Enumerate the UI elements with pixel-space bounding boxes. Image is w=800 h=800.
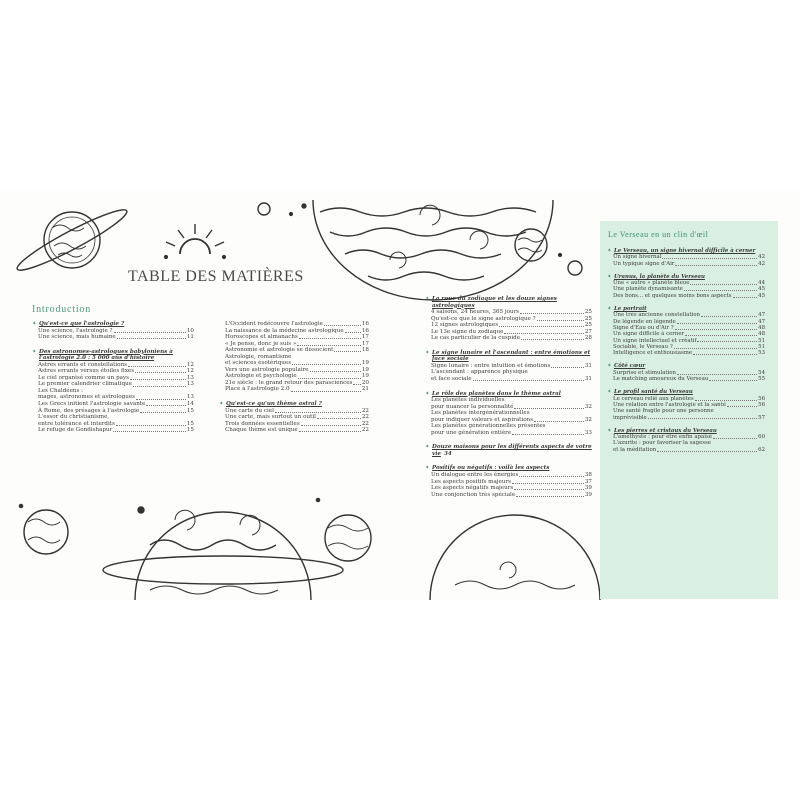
entry-title: Une carte du ciel xyxy=(225,407,274,414)
entry-title: Le cerveau relié aux planètes xyxy=(613,395,694,402)
entry-title: Astres errants versus étoiles fixes xyxy=(38,368,135,375)
entry-title: « Je pense, donc je suis » xyxy=(225,340,297,347)
dot-leader xyxy=(727,406,757,407)
entry-title: L'Occident redécouvre l'astrologie xyxy=(225,321,323,327)
toc-section-heading[interactable] xyxy=(607,363,765,369)
entry-title: Le cas particulier de la cuspide xyxy=(431,335,521,342)
entry-title: Les Grecs initient l'astrologie savante xyxy=(38,401,146,408)
dot-leader xyxy=(297,345,360,346)
dot-icon xyxy=(302,204,306,208)
entry-page: 28 xyxy=(584,335,592,342)
bullet-icon: ✦ xyxy=(607,427,612,434)
toc-column-4 xyxy=(607,248,765,453)
section-gap xyxy=(219,393,369,401)
entry-title: Signe lunaire : entre intuition et émotions xyxy=(431,362,551,369)
entry-title: Trois données essentielles xyxy=(225,420,300,427)
dot-leader xyxy=(677,374,757,375)
entry-page: 19 xyxy=(361,373,369,380)
entry-title: Le ciel organisé comme un pays xyxy=(38,374,130,381)
bullet-icon: ✦ xyxy=(607,273,612,280)
entry-page: 45 xyxy=(758,292,765,299)
entry-page: 39 xyxy=(584,491,592,498)
bullet-icon: ✦ xyxy=(425,390,430,397)
entry-page: 31 xyxy=(584,362,592,369)
entry-title: Sociable, le Verseau ? xyxy=(613,343,673,350)
intro-heading: Introduction xyxy=(32,304,92,315)
entry-title: Horoscopes et almanachs xyxy=(225,334,298,341)
entry-title: Les planètes générationnelles présentes xyxy=(431,423,546,430)
entry-page: 51 xyxy=(758,337,765,344)
dot-leader xyxy=(345,332,361,333)
dot-leader xyxy=(697,341,757,342)
dot-leader xyxy=(695,400,758,401)
entry-title: Une science, l'astrologie ? xyxy=(38,327,113,334)
toc-section-heading[interactable] xyxy=(425,350,592,363)
entry-title: Chaque thème est unique xyxy=(225,427,298,434)
entry-title: Une santé fragile pour une personne xyxy=(613,408,714,415)
section-title-text: Les pierres et cristaux du Verseau xyxy=(614,427,717,434)
section-title-text: Qu'est-ce qu'un thème astral ? xyxy=(226,401,322,408)
large-ringed-planet-icon xyxy=(103,498,343,600)
entry-title: imprévisible xyxy=(613,414,647,421)
ringed-planet-icon xyxy=(13,203,131,277)
entry-page: 22 xyxy=(361,420,369,427)
entry-title: Surprise et stimulation xyxy=(613,369,677,376)
entry-title: Un signe intellectuel et créatif xyxy=(613,337,697,344)
dot-leader xyxy=(298,378,361,379)
entry-title: Les aspects négatifs majeurs xyxy=(431,485,514,492)
dot-leader xyxy=(140,412,186,413)
verseau-box xyxy=(600,221,778,599)
dot-leader xyxy=(128,366,186,367)
side-planet-icon xyxy=(325,515,371,561)
toc-section-heading[interactable] xyxy=(425,444,592,457)
toc-column-1 xyxy=(32,321,194,434)
dot-leader xyxy=(662,258,757,259)
entry-title: Les aspects positifs majeurs xyxy=(431,478,511,485)
entry-page: 12 xyxy=(186,361,194,368)
toc-column-3 xyxy=(425,296,592,498)
dot-leader xyxy=(519,476,584,477)
page-title: TABLE DES MATIÈRES xyxy=(128,268,304,285)
entry-title: Vers une astrologie populaire xyxy=(225,366,309,373)
dot-leader xyxy=(675,265,757,266)
entry-title: L'essor du christianisme, xyxy=(38,414,110,421)
entry-page: 12 xyxy=(186,368,194,375)
toc-entry[interactable] xyxy=(219,427,369,434)
entry-page: 13 xyxy=(186,394,194,401)
section-title-text: La roue du zodiaque et les douze signes astrologiques xyxy=(432,296,557,309)
entry-title: Les Chaldéens : xyxy=(38,387,84,394)
toc-section-heading[interactable] xyxy=(607,428,765,434)
entry-title: Le 13e signe du zodiaque xyxy=(431,328,504,335)
toc-column-2 xyxy=(219,321,369,434)
dot-leader xyxy=(657,451,757,452)
bullet-icon: ✦ xyxy=(32,321,37,327)
entry-page: 60 xyxy=(758,434,765,441)
dot-leader xyxy=(114,332,186,333)
bullet-icon: ✦ xyxy=(425,444,430,451)
dot-leader xyxy=(301,425,361,426)
dot-leader xyxy=(512,434,584,435)
dot-leader xyxy=(299,431,361,432)
toc-section-heading[interactable] xyxy=(607,306,765,312)
entry-title: pour nuancer la personnalité xyxy=(431,403,514,410)
small-planet-icon xyxy=(515,229,547,261)
dot-leader xyxy=(146,405,186,406)
dot-leader xyxy=(117,338,186,339)
entry-page: 32 xyxy=(584,416,592,423)
large-planet-top-icon xyxy=(313,200,553,300)
entry-page: 22 xyxy=(361,414,369,421)
dot-leader xyxy=(534,421,584,422)
entry-page: 11 xyxy=(186,334,194,341)
entry-page: 17 xyxy=(361,334,369,341)
section-title-text: Douze maisons pour les différents aspects de votre vie xyxy=(432,444,592,457)
entry-page: 17 xyxy=(361,340,369,347)
section-title-text: Côté cœur xyxy=(614,363,646,370)
dot-leader xyxy=(516,496,584,497)
entry-title: Astres errants et constellations xyxy=(38,361,127,368)
entry-page: 48 xyxy=(758,331,765,338)
entry-title: Le matching amoureux du Verseau xyxy=(613,376,709,383)
toc-section-heading[interactable] xyxy=(425,391,592,398)
entry-page: 21 xyxy=(361,386,369,393)
bullet-icon: ✦ xyxy=(425,296,430,302)
toc-section-heading[interactable] xyxy=(32,349,194,362)
entry-title: Un signe difficile à cerner xyxy=(613,331,685,338)
section-title xyxy=(614,363,765,369)
section-title-text: Le portrait xyxy=(614,306,647,313)
entry-page: 16 xyxy=(361,321,369,327)
dot-leader xyxy=(684,290,757,291)
entry-page: 25 xyxy=(584,322,592,329)
entry-title: 21e siècle : le grand retour des parasciences xyxy=(225,379,353,386)
bullet-icon: ✦ xyxy=(425,349,430,356)
entry-title: Les planètes intergénérationnelles xyxy=(431,410,530,417)
entry-title: Une science, mais humaine xyxy=(38,334,116,341)
entry-title: Une très ancienne constellation xyxy=(613,312,700,319)
entry-page: 37 xyxy=(584,478,592,485)
toc-entry[interactable] xyxy=(607,447,765,453)
dot-leader xyxy=(713,438,757,439)
entry-title: Une planète dynamisante xyxy=(613,286,683,293)
dot-leader xyxy=(310,371,361,372)
entry-title: De légende en légende xyxy=(613,318,676,325)
entry-title: L'améthyste : pour être enfin apaisé xyxy=(613,434,712,441)
entry-page: 62 xyxy=(758,446,765,453)
toc-section-heading[interactable] xyxy=(607,389,765,395)
section-title-text: Uranus, la planète du Verseau xyxy=(614,273,705,280)
entry-title: L'azurite : pour favoriser la sagesse xyxy=(613,440,711,447)
entry-title: Astrologie et psychologie xyxy=(225,373,297,380)
bullet-icon: ✦ xyxy=(607,363,612,370)
entry-title: Intelligence et enthousiasme xyxy=(613,350,693,357)
entry-title: Place à l'astrologie 2.0 xyxy=(225,386,290,393)
dot-leader xyxy=(135,372,186,373)
entry-page: 47 xyxy=(758,318,765,325)
section-gap xyxy=(32,341,194,349)
section-gap xyxy=(425,383,592,391)
entry-page: 13 xyxy=(186,374,194,381)
toc-section-heading[interactable] xyxy=(32,321,194,328)
entry-page: 57 xyxy=(758,414,765,421)
section-title-text: Le profil santé du Verseau xyxy=(614,389,693,396)
section-title xyxy=(614,306,765,312)
entry-title: Un signe hivernal xyxy=(613,254,662,261)
entry-page: 32 xyxy=(584,403,592,410)
bullet-icon: ✦ xyxy=(425,465,430,472)
entry-page: 18 xyxy=(361,347,369,354)
dot-leader xyxy=(353,384,360,385)
section-title xyxy=(432,444,592,457)
entry-page: 56 xyxy=(758,395,765,402)
entry-title: mages, astronomes et astrologues xyxy=(38,394,136,401)
dot-leader xyxy=(690,284,757,285)
toc-section-heading[interactable] xyxy=(219,401,369,408)
section-title xyxy=(432,296,592,309)
section-gap xyxy=(607,299,765,306)
small-moon-icon xyxy=(258,203,270,215)
entry-page: 47 xyxy=(758,312,765,319)
dot-leader xyxy=(130,379,186,380)
dot-leader xyxy=(709,380,757,381)
section-title-text: Des astronomes-astrologues babyloniens à l'astrologie 2.0 : 5 000 ans d'histoire xyxy=(39,348,173,362)
entry-title: Un typique signe d'Air xyxy=(613,260,675,267)
entry-page: 38 xyxy=(584,472,592,479)
dot-leader xyxy=(674,348,757,349)
dot-leader xyxy=(693,354,757,355)
entry-page: 44 xyxy=(758,280,765,287)
entry-title: À Rome, des présages à l'astrologie xyxy=(38,407,140,414)
entry-page: 15 xyxy=(186,427,194,434)
section-gap xyxy=(607,267,765,274)
entry-page: 19 xyxy=(361,366,369,373)
section-title-text: Le Verseau, un signe hivernal difficile à cerner xyxy=(614,248,756,254)
entry-page: 15 xyxy=(186,420,194,427)
entry-page: 25 xyxy=(584,315,592,322)
section-title xyxy=(614,428,765,434)
dot-leader xyxy=(504,333,583,334)
entry-page: 39 xyxy=(584,485,592,492)
large-planet-bottom-icon xyxy=(430,515,600,600)
dot-leader xyxy=(116,425,186,426)
entry-title: Les planètes individuelles xyxy=(431,397,505,404)
entry-title: 12 signes astrologiques xyxy=(431,322,499,329)
entry-page: 51 xyxy=(758,343,765,350)
toc-section-heading[interactable] xyxy=(607,248,765,254)
entry-title: Qu'est-ce que le signe astrologique ? xyxy=(431,315,536,322)
section-title xyxy=(432,465,592,472)
section-title-text: Le signe lunaire et l'ascendant : entre émotions et face sociale xyxy=(432,349,591,363)
dot-leader xyxy=(521,339,584,340)
toc-section-heading[interactable] xyxy=(607,274,765,280)
entry-title: Astrologie, romantisme xyxy=(225,353,292,360)
dot-leader xyxy=(520,313,584,314)
dot-leader xyxy=(299,338,361,339)
entry-page: 14 xyxy=(186,401,194,408)
bottom-small-planet-icon xyxy=(19,504,68,554)
toc-section-heading[interactable] xyxy=(425,296,592,309)
toc-entry[interactable] xyxy=(425,492,592,499)
entry-title: et sciences ésotériques xyxy=(225,360,292,367)
bullet-icon: ✦ xyxy=(32,348,37,355)
entry-title: entre tolérance et interdits xyxy=(38,420,115,427)
entry-page: 25 xyxy=(584,309,592,316)
section-title xyxy=(614,389,765,395)
entry-page: 19 xyxy=(361,360,369,367)
dot-leader xyxy=(292,364,361,365)
entry-page: 13 xyxy=(186,381,194,388)
entry-page: 16 xyxy=(361,327,369,334)
entry-page: 53 xyxy=(758,350,765,357)
entry-page: 56 xyxy=(758,401,765,408)
entry-title: pour indiquer valeurs et aspirations xyxy=(431,416,534,423)
section-title xyxy=(39,349,194,362)
section-title-text: Positifs ou négatifs : voilà les aspects xyxy=(432,465,550,472)
dot-leader xyxy=(677,323,757,324)
entry-title: et face sociale xyxy=(431,376,472,383)
entry-page: 22 xyxy=(361,427,369,434)
entry-page: 42 xyxy=(758,260,765,267)
entry-title: Le premier calendrier climatique xyxy=(38,381,133,388)
dot-leader xyxy=(512,483,584,484)
entry-title: Une relation entre l'astrologie et la santé xyxy=(613,401,727,408)
entry-title: Des bons... et quelques moins bons aspects xyxy=(613,292,732,299)
section-gap xyxy=(607,421,765,428)
dot-leader xyxy=(685,335,757,336)
entry-page: 45 xyxy=(758,286,765,293)
entry-title: Une conjonction très spéciale xyxy=(431,491,516,498)
entry-title: Une carte, mais surtout un outil xyxy=(225,414,316,421)
bullet-icon: ✦ xyxy=(219,401,224,408)
dot-leader xyxy=(701,316,757,317)
entry-page: 20 xyxy=(361,379,369,386)
entry-title: pour une génération entière xyxy=(431,429,512,436)
section-title-text: Qu'est-ce que l'astrologie ? xyxy=(39,321,125,327)
entry-page: 31 xyxy=(584,376,592,383)
dot-leader xyxy=(514,408,583,409)
dot-leader xyxy=(675,329,757,330)
bullet-icon: ✦ xyxy=(607,389,612,396)
section-title xyxy=(39,321,194,328)
entry-title: La naissance de la médecine astrologique xyxy=(225,327,344,334)
entry-page: 22 xyxy=(361,407,369,414)
dot-leader xyxy=(275,412,361,413)
dot-leader xyxy=(324,325,361,326)
section-title xyxy=(432,391,592,398)
section-title xyxy=(432,350,592,363)
entry-title: Une « autre » planète bleue xyxy=(613,280,690,287)
section-title xyxy=(614,274,765,280)
dot-leader xyxy=(136,399,186,400)
bullet-icon: ✦ xyxy=(607,306,612,313)
dot-leader xyxy=(473,380,584,381)
dot-leader xyxy=(514,489,584,490)
entry-title: Signe d'Eau ou d'Air ? xyxy=(613,324,674,331)
bullet-icon: ✦ xyxy=(607,248,612,254)
entry-title: Le refuge de Gondishapur xyxy=(38,427,113,434)
dot-leader xyxy=(648,418,757,419)
dot-leader xyxy=(113,431,186,432)
section-title-text: Le rôle des planètes dans le thème astral xyxy=(432,390,561,397)
entry-title: Un dialogue entre les énergies xyxy=(431,472,519,479)
section-page: 34 xyxy=(443,450,452,457)
toc-section-heading[interactable] xyxy=(425,465,592,472)
section-gap xyxy=(425,342,592,350)
entry-title: et la méditation xyxy=(613,446,657,453)
entry-page: 55 xyxy=(758,376,765,383)
dot-leader xyxy=(537,320,584,321)
dot-leader xyxy=(334,351,361,352)
dot-leader xyxy=(733,297,758,298)
entry-page: 15 xyxy=(186,407,194,414)
entry-title: Astronomie et astrologie se dissocient xyxy=(225,347,334,354)
dot-leader xyxy=(317,418,361,419)
toc-entry[interactable] xyxy=(32,427,194,434)
entry-page: 54 xyxy=(758,369,765,376)
entry-page: 10 xyxy=(186,327,194,334)
section-title xyxy=(226,401,369,408)
section-title xyxy=(614,248,765,254)
tiny-planet-icon xyxy=(568,261,582,275)
box-heading: Le Verseau en un clin d'œil xyxy=(608,230,709,239)
entry-page: 48 xyxy=(758,324,765,331)
dot-leader xyxy=(551,367,584,368)
dot-leader xyxy=(133,386,186,387)
entry-page: 27 xyxy=(584,328,592,335)
entry-title: 4 saisons, 24 heures, 365 jours xyxy=(431,309,520,316)
dot-leader xyxy=(291,391,361,392)
sunrise-icon xyxy=(165,224,226,258)
entry-title: L'ascendant : apparence physique xyxy=(431,369,528,376)
dot-leader xyxy=(499,326,584,327)
entry-page: 33 xyxy=(584,429,592,436)
entry-page: 42 xyxy=(758,254,765,261)
